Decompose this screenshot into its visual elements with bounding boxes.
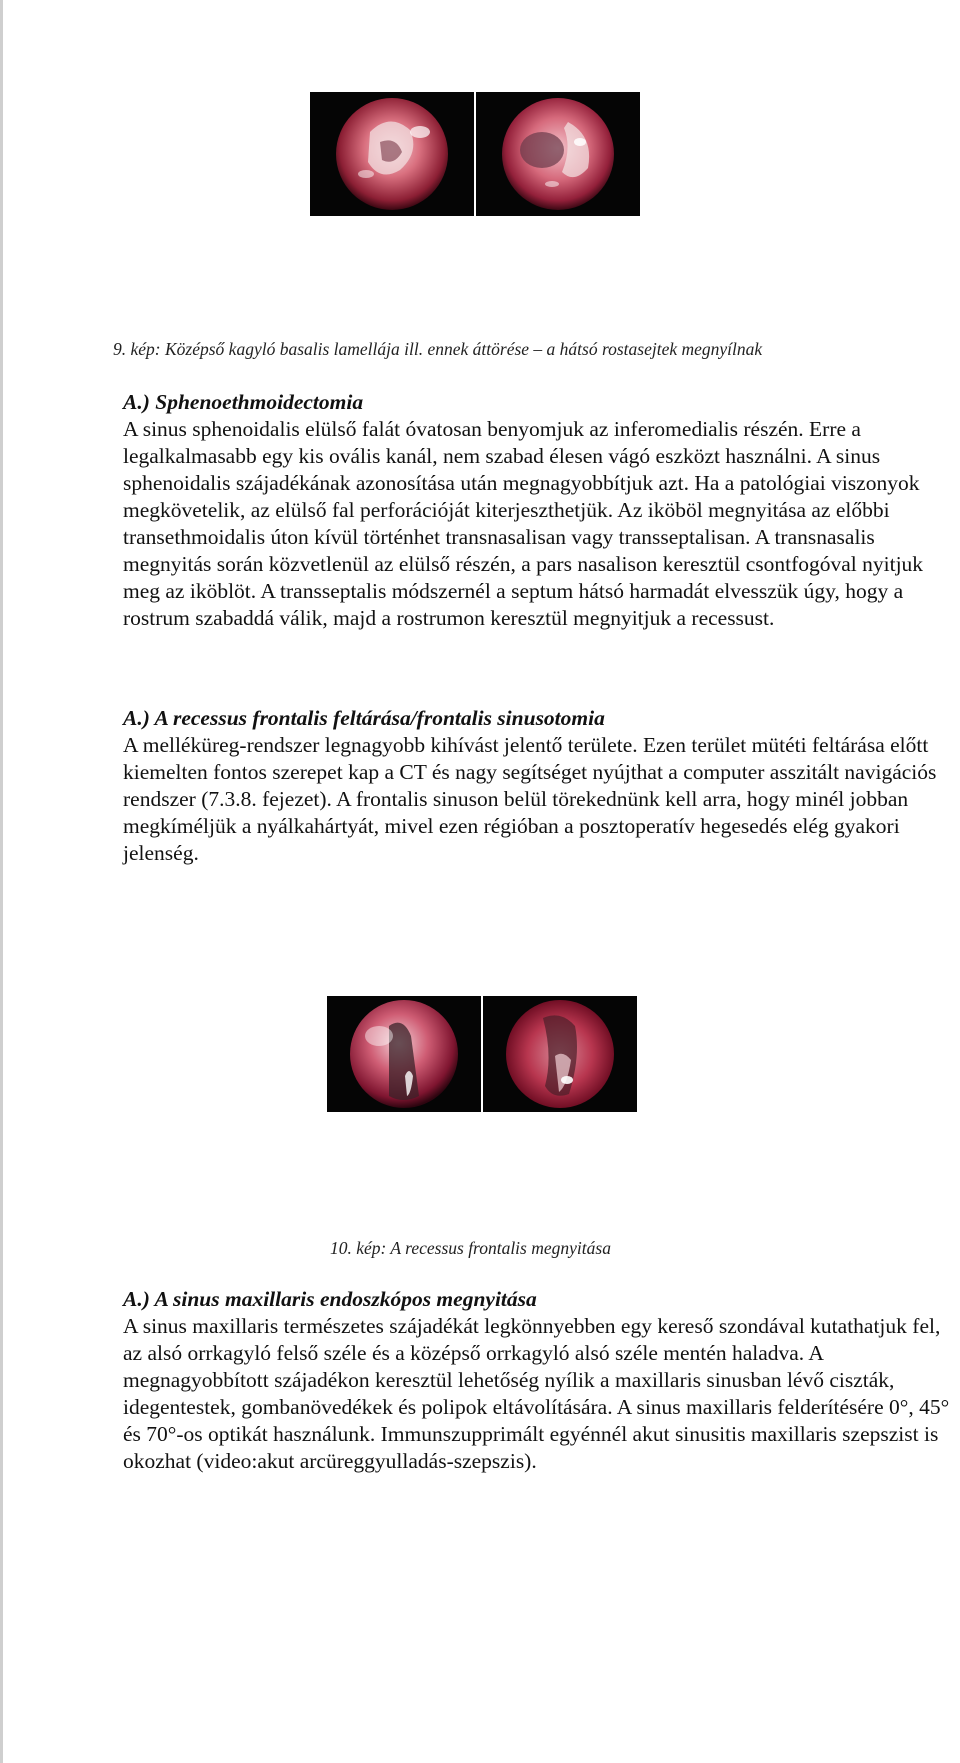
section-heading: A.) A sinus maxillaris endoszkópos megnyitása: [123, 1287, 537, 1311]
endoscopic-image-posterior-ethmoid-opening: [476, 92, 640, 216]
endoscopic-image-frontal-recess-1: [327, 996, 481, 1112]
section-body: A melléküreg-rendszer legnagyobb kihívást jelentő területe. Ezen terület mütéti feltárása előtt kiemelten fontos szerepet kap a CT és nagy segítséget nyújthat a computer asszitált navigációs rendszer (7.3.8. fejezet). A frontalis sinuson belül törekednünk kell arra, hogy minél jobban megkíméljük a nyálkahártyát, mivel ezen régióban a posztoperatív hegesedés elég gyakori jelenség.: [123, 733, 937, 865]
figure-9-images: [310, 92, 640, 216]
section-sinus-maxillaris: [123, 1286, 955, 1475]
section-heading: A.) Sphenoethmoidectomia: [123, 390, 364, 414]
endoscopic-image-basal-lamella: [310, 92, 474, 216]
page-left-edge: [0, 0, 3, 1763]
section-sphenoethmoidectomia: [123, 389, 955, 632]
section-body: A sinus maxillaris természetes szájadékát legkönnyebben egy kereső szondával kutathatjuk fel, az alsó orrkagyló felső széle és a középső orrkagyló alsó széle mentén haladva. A megnagyobbított szájadékon keresztül lehetőség nyílik a maxillaris sinusban lévő ciszták, idegentestek, gombanövedékek és polipok eltávolítására. A sinus maxillaris felderítésére 0°, 45° és 70°-os optikát használunk. Immunszupprimált egyénnél akut sinusitis maxillaris szepszist is okozhat (video:akut arcüreggyulladás-szepszis).: [123, 1314, 950, 1473]
figure-10-images: [327, 996, 637, 1112]
figure-9-caption: 9. kép: Középső kagyló basalis lamellája ill. ennek áttörése – a hátsó rostasejtek megnyílnak: [113, 339, 763, 359]
figure-10-caption: 10. kép: A recessus frontalis megnyitása: [330, 1238, 611, 1258]
section-heading: A.) A recessus frontalis feltárása/frontalis sinusotomia: [123, 706, 605, 730]
endoscopic-image-frontal-recess-2: [483, 996, 637, 1112]
section-recessus-frontalis: [123, 705, 955, 867]
section-body: A sinus sphenoidalis elülső falát óvatosan benyomjuk az inferomedialis részén. Erre a legalkalmasabb egy kis ovális kanál, nem szabad élesen vágó eszközt használni. A sinus sphenoidalis szájadékának azonosítása után megnagyobbítjuk azt. Ha a patológiai viszonyok megkövetelik, az elülső fal perforációját kiterjeszthetjük. Az iköböl megnyitása az előbbi transethmoidalis úton kívül történhet transnasalisan vagy transseptalisan. A transnasalis megnyitás során közvetlenül az elülső részén, a pars nasalison keresztül csontfogóval nyitjuk meg az iköblöt. A transseptalis módszernél a septum hátsó harmadát elvesszük úgy, hogy a rostrum szabaddá válik, majd a rostrumon keresztül megnyitjuk a recessust.: [123, 417, 924, 630]
